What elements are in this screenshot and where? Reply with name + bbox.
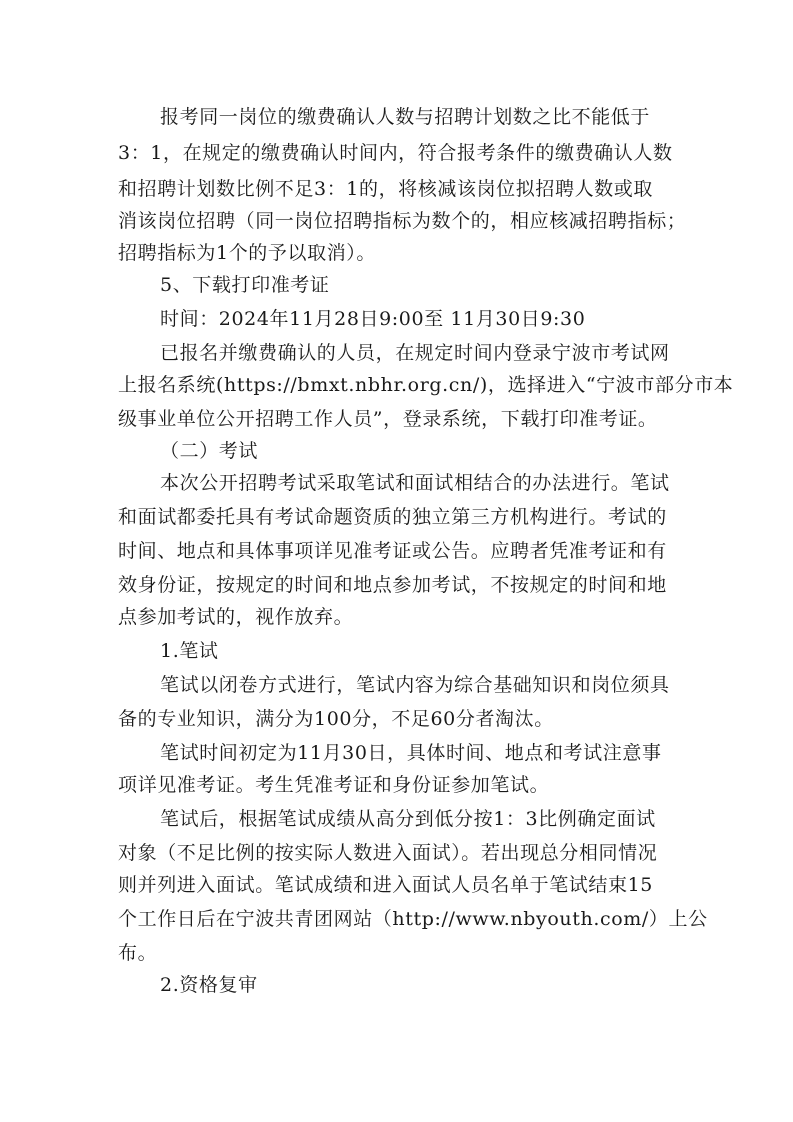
paragraph-line: 和招聘计划数比例不足3：1的，将核减该岗位拟招聘人数或取 [118, 178, 653, 200]
subsection-heading: 2.资格复审 [160, 974, 258, 996]
paragraph-line: 招聘指标为1个的予以取消）。 [118, 242, 376, 264]
paragraph-line: 对象（不足比例的按实际人数进入面试）。若出现总分相同情况 [118, 842, 658, 864]
paragraph-line: 笔试时间初定为11月30日，具体时间、地点和考试注意事 [160, 742, 662, 764]
subsection-heading: 1.笔试 [160, 640, 219, 662]
paragraph-line: 笔试后，根据笔试成绩从高分到低分按1：3比例确定面试 [160, 808, 656, 830]
paragraph-line: 报考同一岗位的缴费确认人数与招聘计划数之比不能低于 [160, 106, 651, 128]
paragraph-line: 时间、地点和具体事项详见准考证或公告。应聘者凭准考证和有 [118, 540, 667, 562]
paragraph-line: 项详见准考证。考生凭准考证和身份证参加笔试。 [118, 774, 550, 796]
paragraph-line: 本次公开招聘考试采取笔试和面试相结合的办法进行。笔试 [160, 472, 670, 494]
paragraph-line: 上报名系统(https://bmxt.nbhr.org.cn/)，选择进入“宁波市部分市本 [118, 374, 734, 396]
section-heading: 5、下载打印准考证 [160, 274, 330, 296]
section-heading: （二）考试 [160, 440, 259, 462]
paragraph-line: 已报名并缴费确认的人员，在规定时间内登录宁波市考试网 [160, 342, 670, 364]
paragraph-line: 时间：2024年11月28日9:00至 11月30日9:30 [160, 308, 586, 330]
paragraph-line: 效身份证，按规定的时间和地点参加考试，不按规定的时间和地 [118, 574, 667, 596]
paragraph-line: 级事业单位公开招聘工作人员”，登录系统，下载打印准考证。 [118, 408, 658, 430]
paragraph-line: 备的专业知识，满分为100分，不足60分者淘汰。 [118, 708, 554, 730]
paragraph-line: 3：1，在规定的缴费确认时间内，符合报考条件的缴费确认人数 [118, 142, 673, 164]
paragraph-line: 点参加考试的，视作放弃。 [118, 606, 354, 628]
paragraph-line: 和面试都委托具有考试命题资质的独立第三方机构进行。考试的 [118, 506, 667, 528]
paragraph-line: 布。 [118, 942, 158, 964]
paragraph-line: 个工作日后在宁波共青团网站（http://www.nbyouth.com/）上公 [118, 908, 708, 930]
paragraph-line: 则并列进入面试。笔试成绩和进入面试人员名单于笔试结束15 [118, 874, 653, 896]
paragraph-line: 笔试以闭卷方式进行，笔试内容为综合基础知识和岗位须具 [160, 674, 670, 696]
paragraph-line: 消该岗位招聘（同一岗位招聘指标为数个的，相应核减招聘指标； [118, 210, 687, 232]
